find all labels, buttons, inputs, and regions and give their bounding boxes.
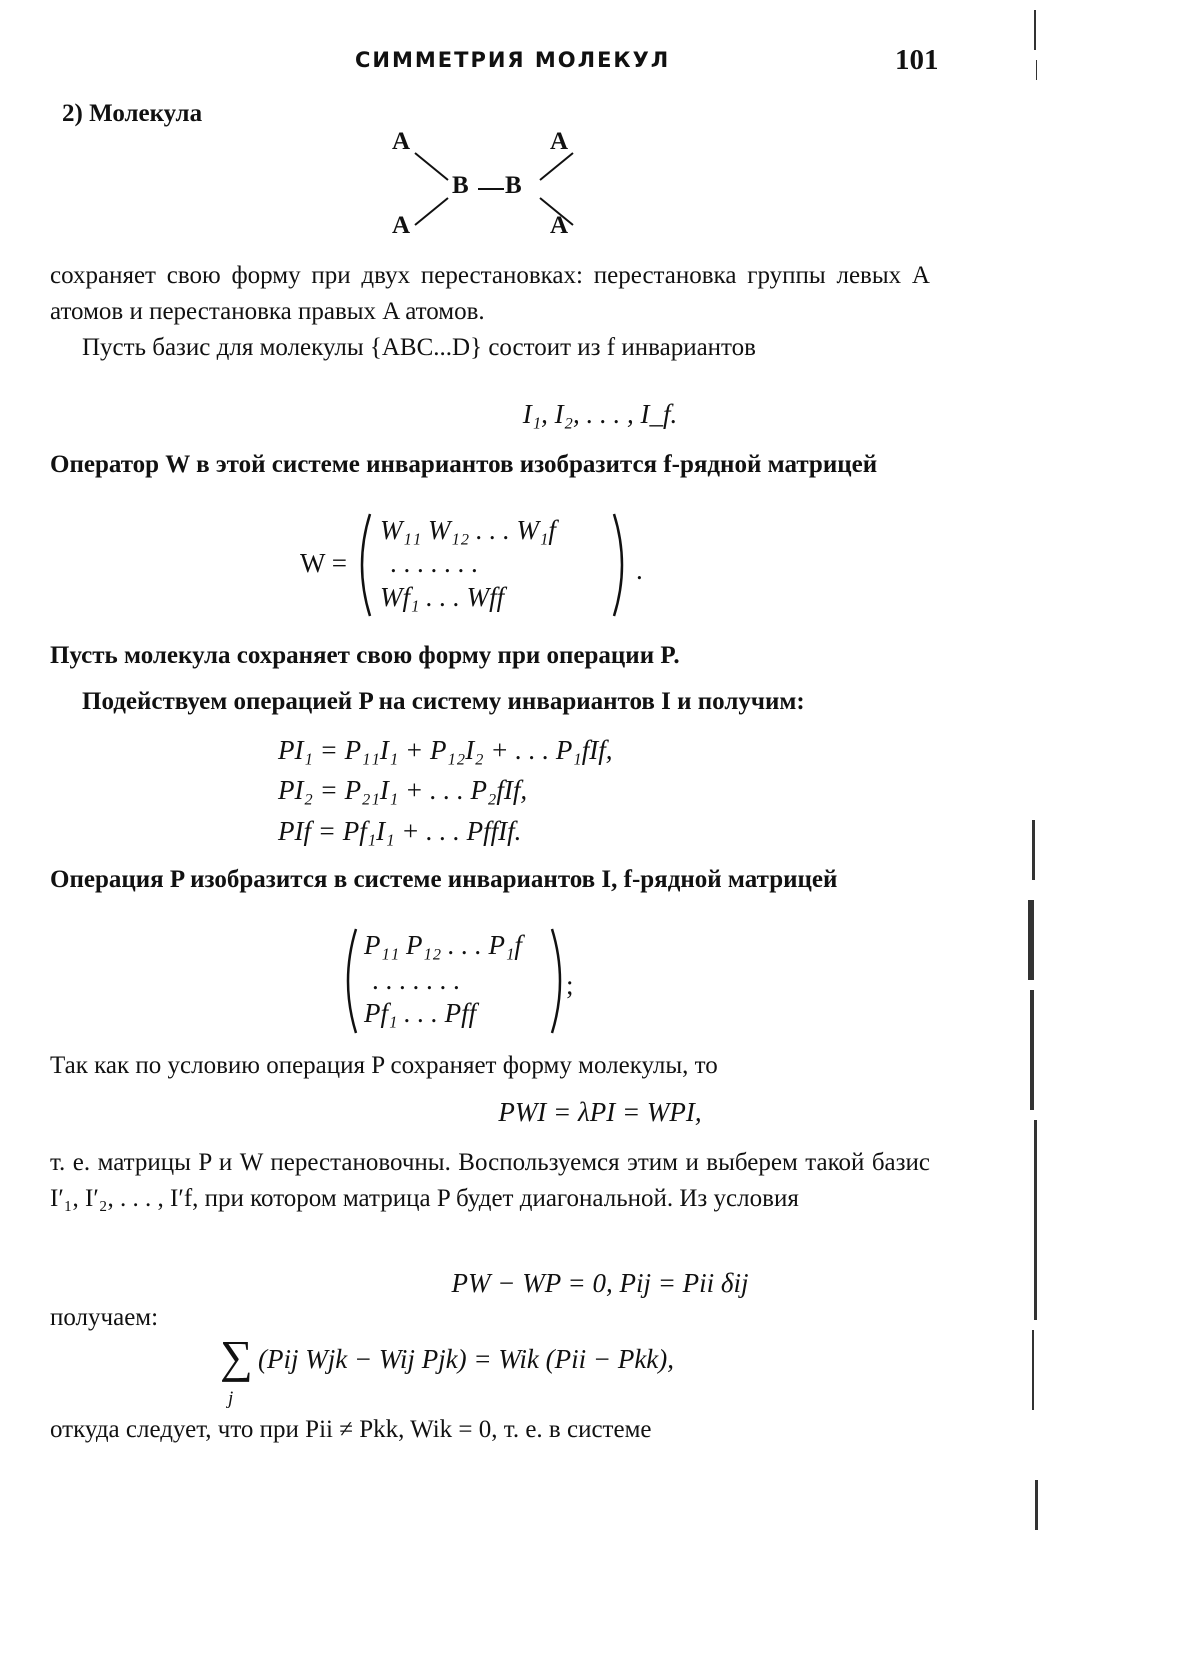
paragraph-5: Подействуем операцией P на систему инвариантов I и получим: [82, 688, 805, 715]
sum-body: (Pij Wjk − Wij Pjk) = Wik (Pii − Pkk), [258, 1344, 675, 1374]
atom-a-bottom-left: A [392, 212, 411, 239]
atom-a-top-right: A [550, 128, 569, 155]
paragraph-2: Пусть базис для молекулы {ABC...D} состоит из f инвариантов [82, 334, 756, 361]
w-matrix-end: . [636, 555, 643, 585]
molecule-diagram [380, 125, 610, 255]
atom-b-left: B [452, 172, 469, 199]
atom-b-right: B [505, 172, 522, 199]
page-number: 101 [895, 44, 939, 76]
w-matrix-row-3: Wf₁ . . . Wff [380, 582, 505, 612]
p-matrix-row-3: Pf₁ . . . Pff [364, 998, 477, 1028]
sum-index: j [228, 1388, 234, 1409]
pi-equation-3: PIf = Pf₁I₁ + . . . PffIf. [278, 816, 522, 846]
paragraph-6: Операция P изобразится в системе инвариантов I, f-рядной матрицей [50, 866, 838, 893]
scan-edge-noise [1020, 0, 1050, 1678]
w-matrix-row-1: W₁₁ W₁₂ . . . W₁f [380, 515, 556, 545]
pi-equation-1: PI₁ = P₁₁I₁ + P₁₂I₂ + . . . P₁fIf, [278, 735, 613, 765]
equation-invariants: I₁, I₂, . . . , I_f. [522, 399, 678, 429]
paragraph-10: откуда следует, что при Pii ≠ Pkk, Wik = 0, т. е. в системе [50, 1416, 652, 1443]
pi-equation-2: PI₂ = P₂₁I₁ + . . . P₂fIf, [278, 775, 528, 805]
w-matrix-row-2: . . . . . . . [390, 548, 478, 578]
paragraph-8: т. е. матрицы P и W перестановочны. Воспользуемся этим и выберем такой базис I′₁, I′₂, . . . , I′f, при котором матрица P будет диагональной. Из условия [50, 1149, 930, 1212]
p-matrix-row-2: . . . . . . . [372, 965, 460, 995]
atom-a-bottom-right: A [550, 212, 569, 239]
p-matrix-end: ; [566, 970, 574, 1000]
paragraph-7: Так как по условию операция P сохраняет форму молекулы, то [50, 1052, 718, 1079]
running-header: СИММЕТРИЯ МОЛЕКУЛ [355, 48, 671, 72]
paragraph-3: Оператор W в этой системе инвариантов изобразится f-рядной матрицей [50, 451, 878, 478]
item-2-label: 2) Молекула [62, 100, 203, 127]
equation-pw-wp: PW − WP = 0, Pij = Pii δij [451, 1268, 749, 1298]
paragraph-9: получаем: [50, 1304, 159, 1331]
paragraph-1: сохраняет свою форму при двух перестановках: перестановка группы левых A атомов и перестановка правых A атомов. [50, 262, 930, 325]
atom-a-top-left: A [392, 128, 411, 155]
sum-symbol: ∑ [220, 1331, 253, 1382]
paragraph-4: Пусть молекула сохраняет свою форму при операции P. [50, 642, 680, 669]
w-matrix-lhs: W = [300, 548, 347, 578]
p-matrix-row-1: P₁₁ P₁₂ . . . P₁f [364, 930, 522, 960]
equation-commute: PWI = λPI = WPI, [498, 1097, 702, 1127]
